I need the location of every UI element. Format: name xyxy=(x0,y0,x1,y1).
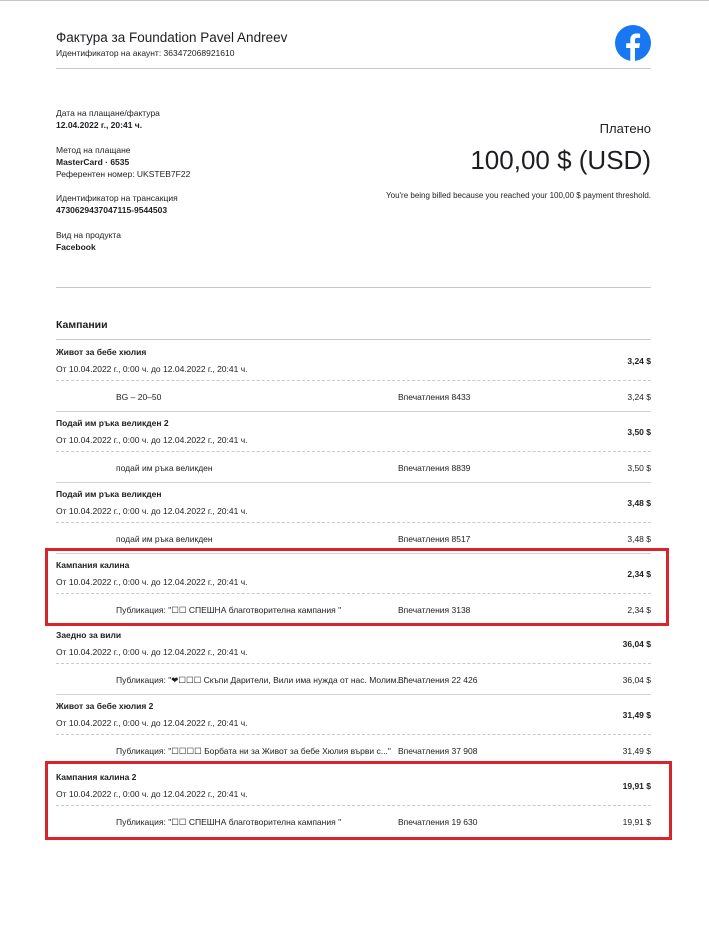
campaign-divider xyxy=(56,411,651,412)
payment-method-label: Метод на плащане xyxy=(56,145,131,155)
campaign-dates: От 10.04.2022 г., 0:00 ч. до 12.04.2022 г., 20:41 ч. xyxy=(56,789,248,799)
date-value: 12.04.2022 г., 20:41 ч. xyxy=(56,120,143,130)
header-divider xyxy=(56,68,651,69)
ad-name: Публикация: "❤☐☐☐ Скъпи Дарители, Вили има нужда от нас. Молим..." xyxy=(116,675,407,685)
impressions: Впечатления 37 908 xyxy=(398,746,478,756)
campaign-total: 19,91 $ xyxy=(622,781,651,791)
campaign-total: 2,34 $ xyxy=(627,569,651,579)
account-id: Идентификатор на акаунт: 363472068921610 xyxy=(56,48,235,58)
ad-amount: 3,48 $ xyxy=(627,534,651,544)
campaign-name: Кампания калина 2 xyxy=(56,772,137,782)
total-amount: 100,00 $ (USD) xyxy=(470,145,651,175)
campaign-block xyxy=(56,630,651,701)
product-label: Вид на продукта xyxy=(56,230,121,240)
campaign-total: 36,04 $ xyxy=(622,639,651,649)
campaign-dates: От 10.04.2022 г., 0:00 ч. до 12.04.2022 г., 20:41 ч. xyxy=(56,506,248,516)
campaign-divider xyxy=(56,694,651,695)
reference-number: Референтен номер: UKSTEB7F22 xyxy=(56,169,191,179)
ad-amount: 3,50 $ xyxy=(627,463,651,473)
campaign-dates: От 10.04.2022 г., 0:00 ч. до 12.04.2022 г., 20:41 ч. xyxy=(56,647,248,657)
ad-name: BG – 20–50 xyxy=(116,392,162,402)
campaign-dates: От 10.04.2022 г., 0:00 ч. до 12.04.2022 г., 20:41 ч. xyxy=(56,435,248,445)
campaign-name: Живот за бебе хюлия xyxy=(56,347,147,357)
campaign-name: Живот за бебе хюлия 2 xyxy=(56,701,154,711)
campaign-name: Кампания калина xyxy=(56,560,130,570)
campaign-block xyxy=(56,418,651,489)
dashed-divider xyxy=(56,451,651,452)
transaction-label: Идентификатор на трансакция xyxy=(56,193,178,203)
campaign-name: Заедно за вили xyxy=(56,630,122,640)
ad-name: Публикация: "☐☐☐☐ Борбата ни за Живот за бебе Хюлия върви с..." xyxy=(116,746,391,756)
impressions: Впечатления 3138 xyxy=(398,605,471,615)
campaigns-heading: Кампании xyxy=(56,319,108,331)
dashed-divider xyxy=(56,663,651,664)
ad-amount: 2,34 $ xyxy=(627,605,651,615)
campaign-block xyxy=(56,347,651,418)
ad-amount: 31,49 $ xyxy=(622,746,651,756)
date-label: Дата на плащане/фактура xyxy=(56,108,160,118)
impressions: Впечатления 19 630 xyxy=(398,817,478,827)
campaign-total: 3,50 $ xyxy=(627,427,651,437)
impressions: Впечатления 8517 xyxy=(398,534,471,544)
facebook-icon xyxy=(615,25,651,61)
campaign-total: 31,49 $ xyxy=(622,710,651,720)
campaigns-divider xyxy=(56,339,651,340)
impressions: Впечатления 8839 xyxy=(398,463,471,473)
transaction-value: 4730629437047115-9544503 xyxy=(56,205,168,215)
campaign-name: Подай им ръка великден 2 xyxy=(56,418,169,428)
invoice-title: Фактура за Foundation Pavel Andreev xyxy=(56,30,288,45)
impressions: Впечатления 22 426 xyxy=(398,675,478,685)
top-border xyxy=(0,0,709,1)
billing-note: You're being billed because you reached your 100,00 $ payment threshold. xyxy=(386,191,651,200)
campaign-total: 3,24 $ xyxy=(627,356,651,366)
impressions: Впечатления 8433 xyxy=(398,392,471,402)
meta-divider xyxy=(56,287,651,288)
campaign-dates: От 10.04.2022 г., 0:00 ч. до 12.04.2022 г., 20:41 ч. xyxy=(56,718,248,728)
payment-method-value: MasterCard · 6535 xyxy=(56,157,130,167)
dashed-divider xyxy=(56,734,651,735)
dashed-divider xyxy=(56,380,651,381)
highlight-box xyxy=(45,548,669,626)
ad-amount: 19,91 $ xyxy=(622,817,651,827)
campaign-dates: От 10.04.2022 г., 0:00 ч. до 12.04.2022 г., 20:41 ч. xyxy=(56,364,248,374)
ad-amount: 3,24 $ xyxy=(627,392,651,402)
highlight-box xyxy=(45,761,672,840)
product-value: Facebook xyxy=(56,242,96,252)
payment-status: Платено xyxy=(599,121,651,136)
campaign-divider xyxy=(56,482,651,483)
ad-name: подай им ръка великден xyxy=(116,463,213,473)
campaign-total: 3,48 $ xyxy=(627,498,651,508)
ad-amount: 36,04 $ xyxy=(622,675,651,685)
dashed-divider xyxy=(56,522,651,523)
ad-name: Публикация: "☐☐ СПЕШНА благотворителна кампания " xyxy=(116,605,342,615)
campaign-dates: От 10.04.2022 г., 0:00 ч. до 12.04.2022 г., 20:41 ч. xyxy=(56,577,248,587)
ad-name: Публикация: "☐☐ СПЕШНА благотворителна кампания " xyxy=(116,817,342,827)
ad-name: подай им ръка великден xyxy=(116,534,213,544)
campaign-name: Подай им ръка великден xyxy=(56,489,162,499)
